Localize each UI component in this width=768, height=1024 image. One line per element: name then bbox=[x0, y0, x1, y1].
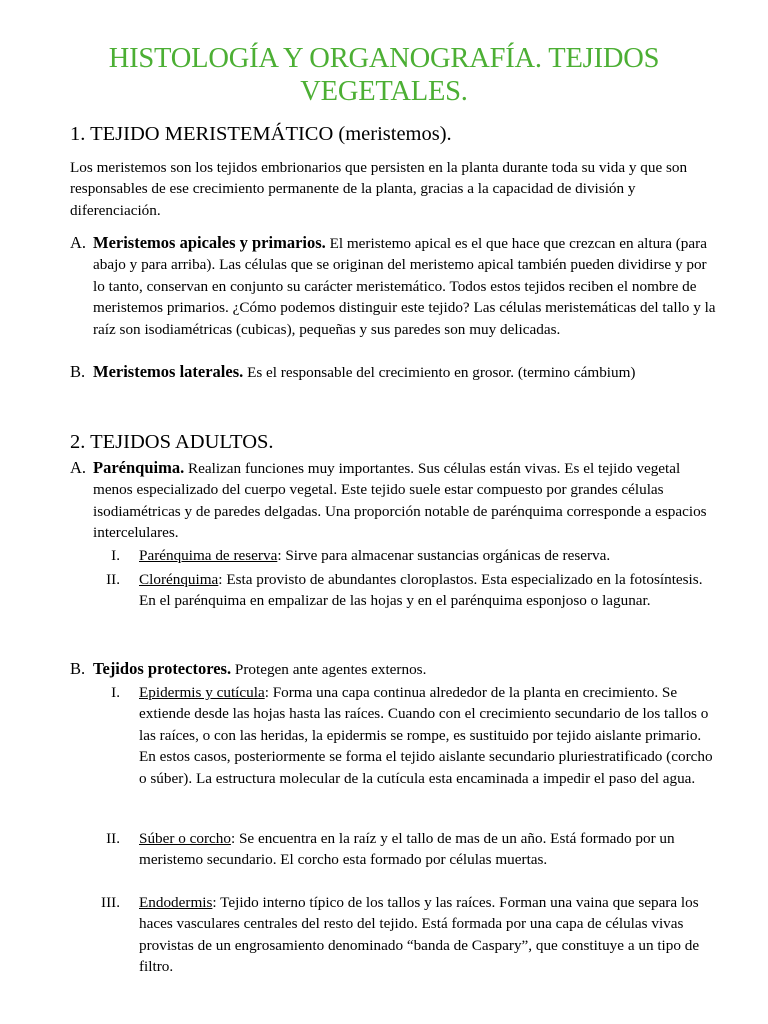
item-text: : Se encuentra en la raíz y el tallo de mas de un año. Está formado por un meristemo secundario. El corcho esta formado por células muertas. bbox=[139, 830, 675, 869]
item-term: Parénquima. bbox=[93, 458, 185, 477]
item-text: Protegen ante agentes externos. bbox=[231, 661, 427, 678]
item-term: Súber o corcho bbox=[139, 830, 231, 847]
section-1-heading: 1. TEJIDO MERISTEMÁTICO (meristemos). bbox=[70, 123, 452, 145]
sub-list-item bbox=[90, 545, 720, 566]
list-item bbox=[70, 361, 720, 383]
item-text: : Tejido interno típico de los tallos y las raíces. Forman una vaina que separa los haces vasculares centrales del resto del tejido. Está formada por una capa de células vivas provistas de un engrosamiento denominado “banda de Caspary”, que constituye a un tipo de filtro. bbox=[139, 894, 700, 976]
item-text: Realizan funciones muy importantes. Sus células están vivas. Es el tejido vegetal menos especializado del cuerpo vegetal. Este tejido suele estar compuesto por grandes células isodiamétricas y de paredes delgadas. Una proporción notable de parénquima corresponde a espacios intercelulares. bbox=[93, 460, 707, 542]
item-text: El meristemo apical es el que hace que crezcan en altura (para abajo y para arriba). Las células que se originan del meristemo apical también pueden dividirse y por lo tanto, conservan en conjunto su carácter meristemático. Todos estos tejidos reciben el nombre de meristemos primarios. ¿Cómo podemos distinguir este tejido? Las células meristemáticas del tallo y la raíz son isodiamétricas (cubicas), pequeñas y sus paredes son muy delicadas. bbox=[93, 235, 716, 338]
section-1-intro: Los meristemos son los tejidos embrionarios que persisten en la planta durante toda su vida y que son responsables de ese crecimiento permanente de la planta, gracias a la capacidad de división y diferenciación. bbox=[70, 159, 688, 219]
item-term: Epidermis y cutícula bbox=[139, 684, 265, 701]
item-text: : Sirve para almacenar sustancias orgánicas de reserva. bbox=[277, 547, 611, 564]
sub-list-item bbox=[90, 828, 720, 871]
list-marker: A. bbox=[70, 233, 87, 252]
item-text: : Forma una capa continua alrededor de la planta en crecimiento. Se extiende desde las hojas hasta las raíces. Cuando con el crecimiento secundario de los tallos o las raíces, o con las heridas, la epidermis se rompe, es sustituido por tejido aislante primario. En estos casos, posteriormente se forma el tejido aislante secundario pluriestratificado (corcho o súber). La estructura molecular de la cutícula esta encaminada a impedir el paso del agua. bbox=[139, 684, 713, 787]
section-2-heading: 2. TEJIDOS ADULTOS. bbox=[70, 431, 274, 453]
item-term: Tejidos protectores. bbox=[93, 659, 232, 678]
item-term: Clorénquima bbox=[139, 571, 219, 588]
list-marker: B. bbox=[70, 659, 86, 678]
list-marker: III. bbox=[101, 894, 120, 911]
list-marker: I. bbox=[111, 547, 120, 564]
sub-list-item bbox=[90, 682, 720, 789]
item-text: Es el responsable del crecimiento en grosor. (termino cámbium) bbox=[243, 364, 636, 381]
list-item bbox=[70, 457, 720, 544]
list-item bbox=[70, 658, 720, 680]
item-term: Endodermis bbox=[139, 894, 213, 911]
list-marker: A. bbox=[70, 458, 87, 477]
sub-list-item bbox=[90, 569, 720, 612]
item-text: : Esta provisto de abundantes cloroplastos. Esta especializado en la fotosíntesis. En el parénquima en empalizar de las hojas y en el parénquima esponjoso o lagunar. bbox=[139, 571, 703, 610]
document-title: HISTOLOGÍA Y ORGANOGRAFÍA. TEJIDOS VEGETALES. bbox=[108, 43, 660, 107]
sub-list-item bbox=[90, 892, 720, 978]
list-marker: I. bbox=[111, 684, 120, 701]
list-marker: B. bbox=[70, 362, 86, 381]
item-term: Meristemos apicales y primarios. bbox=[93, 233, 326, 252]
item-term: Meristemos laterales. bbox=[93, 362, 244, 381]
list-marker: II. bbox=[106, 571, 120, 588]
item-term: Parénquima de reserva bbox=[139, 547, 278, 564]
list-marker: II. bbox=[106, 830, 120, 847]
list-item bbox=[70, 232, 720, 340]
